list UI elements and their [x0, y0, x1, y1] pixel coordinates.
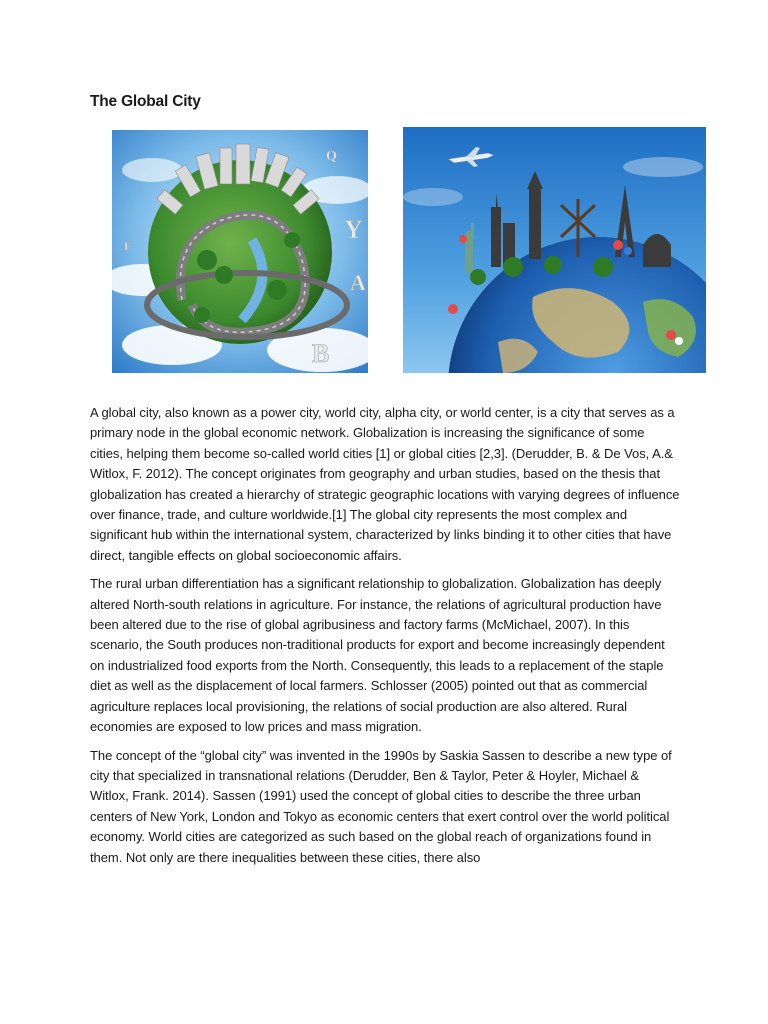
- tiny-planet-city-illustration: [112, 130, 368, 373]
- svg-text:Q: Q: [326, 149, 337, 164]
- svg-text:B: B: [312, 339, 330, 368]
- document-title: The Global City: [90, 93, 201, 110]
- svg-text:A: A: [350, 270, 366, 295]
- svg-text:F: F: [124, 239, 132, 253]
- paragraph-2: The rural urban differentiation has a significant relationship to globalization. Globalization has deeply altered North-south relations in agriculture. For instance, the relations of agricultural production have been altered due to the rise of global agribusiness and factory farms (McMichael, 2007). In this scenario, the South produces non-traditional products for export and become increasingly dependent on industrialized food exports from the North. Consequently, this leads to a replacement of the staple diet as well as the displacement of local farmers. Schlosser (2005) pointed out that as commercial agriculture replaces local provisioning, the relations of social production are also altered. Rural economies are exposed to low prices and mass migration.: [90, 576, 665, 735]
- article-body: [90, 403, 680, 876]
- world-landmarks-globe-illustration: [403, 127, 706, 373]
- svg-text:Y: Y: [344, 215, 363, 244]
- paragraph-1: A global city, also known as a power city, world city, alpha city, or world center, is a city that serves as a primary node in the global economic network. Globalization is increasing the significance of some cities, helping them become so-called world cities [1] or global cities [2,3]. (Derudder, B. & De Vos, A.& Witlox, F. 2012). The concept originates from geography and urban studies, based on the thesis that globalization has created a hierarchy of strategic geographic locations with varying degrees of influence over finance, trade, and culture worldwide.[1] The global city represents the most complex and significant hub within the international system, characterized by links binding it to other cities that have direct, tangible effects on global socioeconomic affairs.: [90, 405, 680, 563]
- paragraph-3: The concept of the “global city” was invented in the 1990s by Saskia Sassen to describe a new type of city that specialized in transnational relations (Derudder, Ben & Taylor, Peter & Hoyler, Michael & Witlox, Frank. 2014). Sassen (1991) used the concept of global cities to describe the three urban centers of New York, London and Tokyo as economic centers that exert control over the world political economy. World cities are categorized as such based on the global reach of organizations found in them. Not only are there inequalities between these cities, there also: [90, 747, 672, 865]
